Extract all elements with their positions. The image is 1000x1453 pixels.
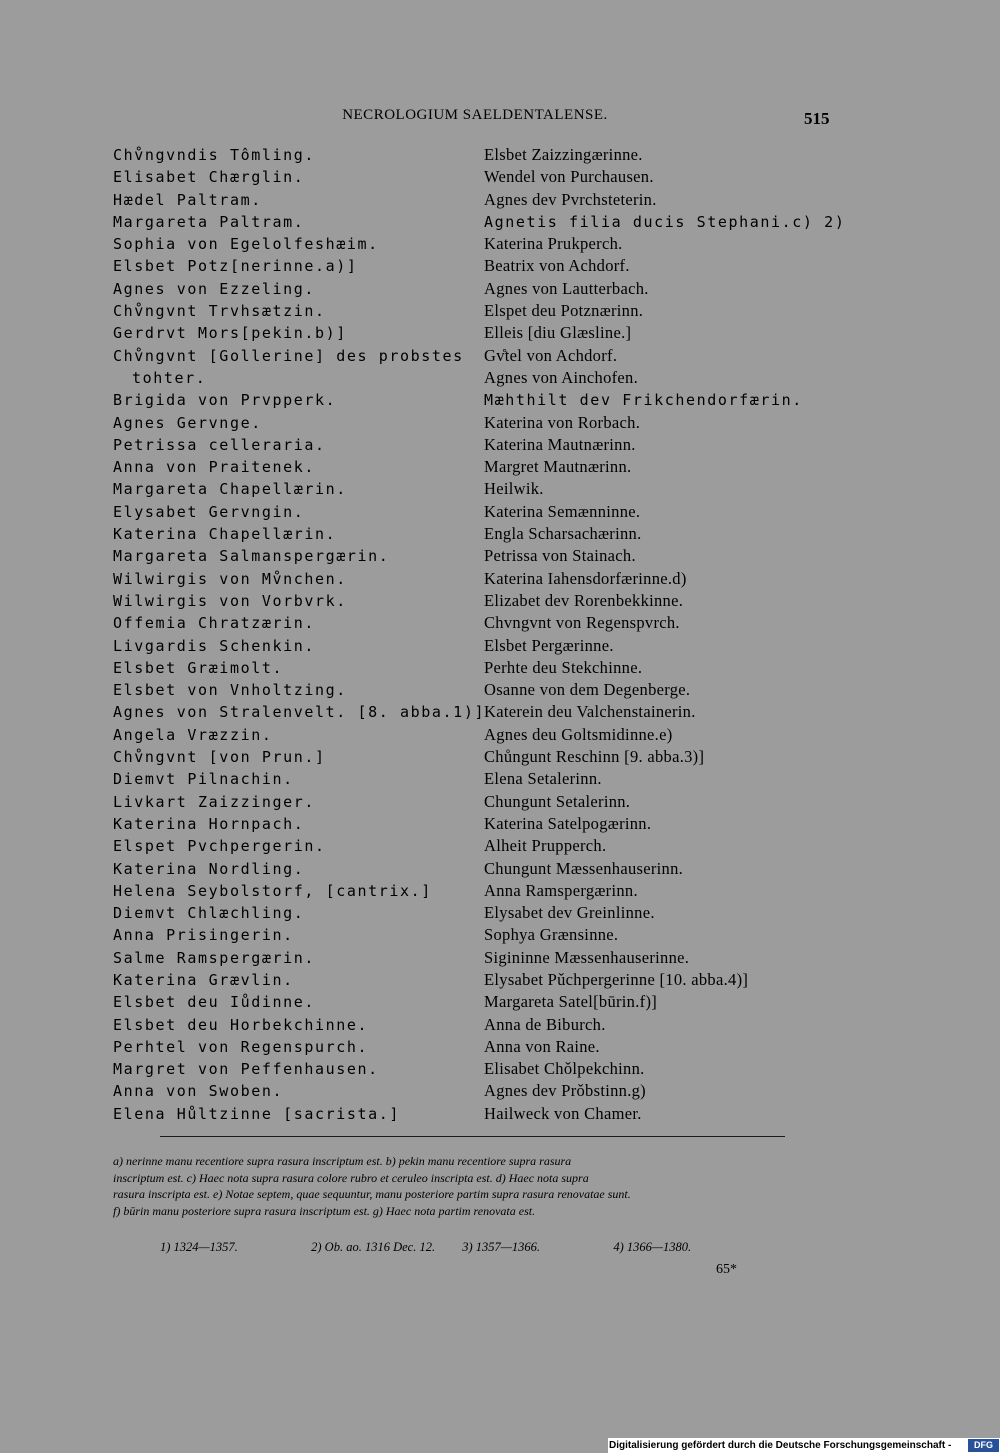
list-item: Katerina Hornpach. [113,814,305,833]
list-item: Elsbet deu Iůdinne. [113,993,315,1012]
list-item: Sophia von Egelolfeshæim. [113,235,379,254]
list-item: Sophya Grænsinne. [484,925,619,945]
list-item: Elizabet dev Rorenbekkinne. [484,590,684,610]
list-item: Perhtel von Regenspurch. [113,1037,369,1056]
list-item: Elsbet Pergærinne. [484,635,614,655]
running-header [0,103,1000,133]
list-item: Hailweck von Chamer. [484,1103,642,1123]
list-item: Offemia Chratzærin. [113,614,315,633]
page-number: 515 [804,109,830,128]
list-item: Anna von Praitenek. [113,458,315,477]
funding-credit-text: Digitalisierung gefördert durch die Deutsche Forschungsgemeinschaft - [609,1440,952,1451]
reference-note: 3) 1357—1366. [462,1240,541,1254]
list-item: Chvngvnt von Regenspvrch. [484,613,680,633]
list-item: Katerina Semænninne. [484,501,641,521]
footnotes [113,1153,833,1219]
list-item: Diemvt Pilnachin. [113,770,294,789]
list-item: Petrissa von Stainach. [484,546,636,566]
list-item: Wilwirgis von Mv̊nchen. [113,569,347,588]
list-item: Katerein deu Valchenstainerin. [484,702,696,722]
list-item: Hædel Paltram. [113,190,262,209]
list-item: Elleis [diu Glæsline.] [484,323,632,343]
list-item: Katerina Iahensdorfærinne.d) [484,568,687,588]
list-item: Margret Mautnærinn. [484,457,632,477]
running-title: NECROLOGIUM SAELDENTALENSE. [342,107,608,123]
list-item: Margret von Peffenhausen. [113,1060,379,1079]
list-item: Chv̊ngvndis Tômling. [113,146,315,164]
list-item: Anna von Swoben. [113,1082,284,1101]
list-item: Elspet Pvchpergerin. [113,837,326,856]
left-column-list [113,144,486,1125]
list-item: Katerina Chapellærin. [113,525,337,544]
dfg-logo-icon[interactable]: DFG [968,1439,999,1452]
list-item: Mæhthilt dev Frikchendorfærin. [484,391,803,410]
list-item: Elena Setalerinn. [484,769,602,789]
list-item: Chůngunt Reschinn [9. abba.3)] [484,747,705,767]
footnote-divider [160,1136,785,1137]
list-item: Sigininne Mæssenhauserinne. [484,947,690,967]
list-item: Petrissa celleraria. [113,435,326,454]
list-item: Brigida von Prvpperk. [113,391,337,410]
list-item: Chv̊ngvnt Trvhsætzin. [113,302,326,321]
list-item: Wendel von Purchausen. [484,167,654,187]
list-item: Margareta Salmanspergærin. [113,547,390,566]
list-item: Katerina Mautnærinn. [484,434,636,454]
list-item: Katerina Grævlin. [113,970,294,989]
signature-mark: 65* [716,1262,737,1277]
list-item: Gerdrvt Mors[pekin.b)] [113,324,347,343]
reference-note: 1) 1324—1357. [160,1240,238,1254]
list-item: Margareta Chapellærin. [113,480,347,499]
list-item: Angela Vræzzin. [113,725,273,744]
list-item: Anna von Raine. [484,1036,600,1056]
list-item: Elisabet Chǒlpekchinn. [484,1059,645,1079]
list-item: Elysabet dev Greinlinne. [484,903,655,923]
list-item: Agnes von Ainchofen. [484,367,639,387]
footnote-line: inscriptum est. c) Haec nota supra rasura colore rubro et ceruleo inscripta est. d) Haec nota supra [113,1170,589,1185]
list-item: Chv̊ngvnt [von Prun.] [113,748,326,767]
list-item: Agnes Gervnge. [113,413,262,432]
list-item: Gv̊tel von Achdorf. [484,345,618,365]
list-item: Salme Ramspergærin. [113,948,315,967]
list-item: Elspet deu Potznærinn. [484,301,644,321]
reference-notes [160,1240,780,1255]
list-item: Anna Prisingerin. [113,926,294,945]
list-item: Agnes deu Goltsmidinne.e) [484,724,673,744]
list-item: Anna Ramspergærinn. [484,880,638,900]
list-item: Helena Seybolstorf, [cantrix.] [113,881,432,900]
list-item: Livgardis Schenkin. [113,636,315,655]
list-item: Anna de Biburch. [484,1014,606,1034]
list-item: Beatrix von Achdorf. [484,256,630,276]
list-item: Agnes von Stralenvelt. [8. abba.1)] [113,703,486,722]
list-item-continuation: tohter. [132,368,207,387]
list-item: Alheit Prupperch. [484,836,607,856]
list-item: Agnes von Lautterbach. [484,278,649,298]
list-item: Elena Hůltzinne [sacrista.] [113,1104,401,1123]
list-item: Elsbet Potz[nerinne.a)] [113,257,358,276]
list-item: Diemvt Chlæchling. [113,904,305,923]
list-item: Katerina Nordling. [113,859,305,878]
footnote-line: a) nerinne manu recentiore supra rasura inscriptum est. b) pekin manu recentiore supra rasura [113,1154,572,1168]
reference-note: 4) 1366—1380. [613,1240,692,1254]
list-item: Elisabet Chærglin. [113,168,305,187]
list-item: Agnes von Ezzeling. [113,279,315,298]
list-item: Chv̊ngvnt [Gollerine] des probstes [113,346,464,365]
list-item: Osanne von dem Degenberge. [484,680,691,700]
list-item: Elysabet Gervngin. [113,502,305,521]
reference-note: 2) Ob. ao. 1316 Dec. 12. [311,1240,436,1254]
right-column-list [484,144,846,1125]
list-item: Chungunt Mæssenhauserinn. [484,858,684,878]
footnote-line: rasura inscripta est. e) Notae septem, quae sequuntur, manu posteriore partim supra rasura renovatae sunt. [113,1187,631,1201]
list-item: Engla Scharsachærinn. [484,524,642,544]
list-item: Katerina Satelpogærinn. [484,813,652,833]
footnote-line: f) būrin manu posteriore supra rasura inscriptum est. g) Haec nota partim renovata est. [113,1203,536,1218]
list-item: Wilwirgis von Vorbvrk. [113,591,347,610]
list-item: Elsbet Græimolt. [113,658,284,677]
list-item: Elsbet deu Horbekchinne. [113,1015,369,1034]
list-item: Chungunt Setalerinn. [484,791,631,811]
list-item: Agnetis filia ducis Stephani.c) 2) [484,212,846,231]
list-item: Elsbet von Vnholtzing. [113,681,347,700]
list-item: Livkart Zaizzinger. [113,792,315,811]
list-item: Katerina von Rorbach. [484,412,641,432]
list-item: Elsbet Zaizzingærinne. [484,145,643,164]
funding-credit-bar [608,1438,1000,1453]
list-item: Agnes dev Prǒbstinn.g) [484,1081,646,1101]
list-item: Perhte deu Stekchinne. [484,657,643,677]
list-item: Margareta Satel[būrin.f)] [484,992,658,1012]
list-item: Katerina Prukperch. [484,234,623,254]
list-item: Elysabet Pǔchpergerinne [10. abba.4)] [484,969,749,989]
list-item: Agnes dev Pvrchsteterin. [484,189,657,209]
list-item: Margareta Paltram. [113,212,305,231]
list-item: Heilwik. [484,479,544,499]
